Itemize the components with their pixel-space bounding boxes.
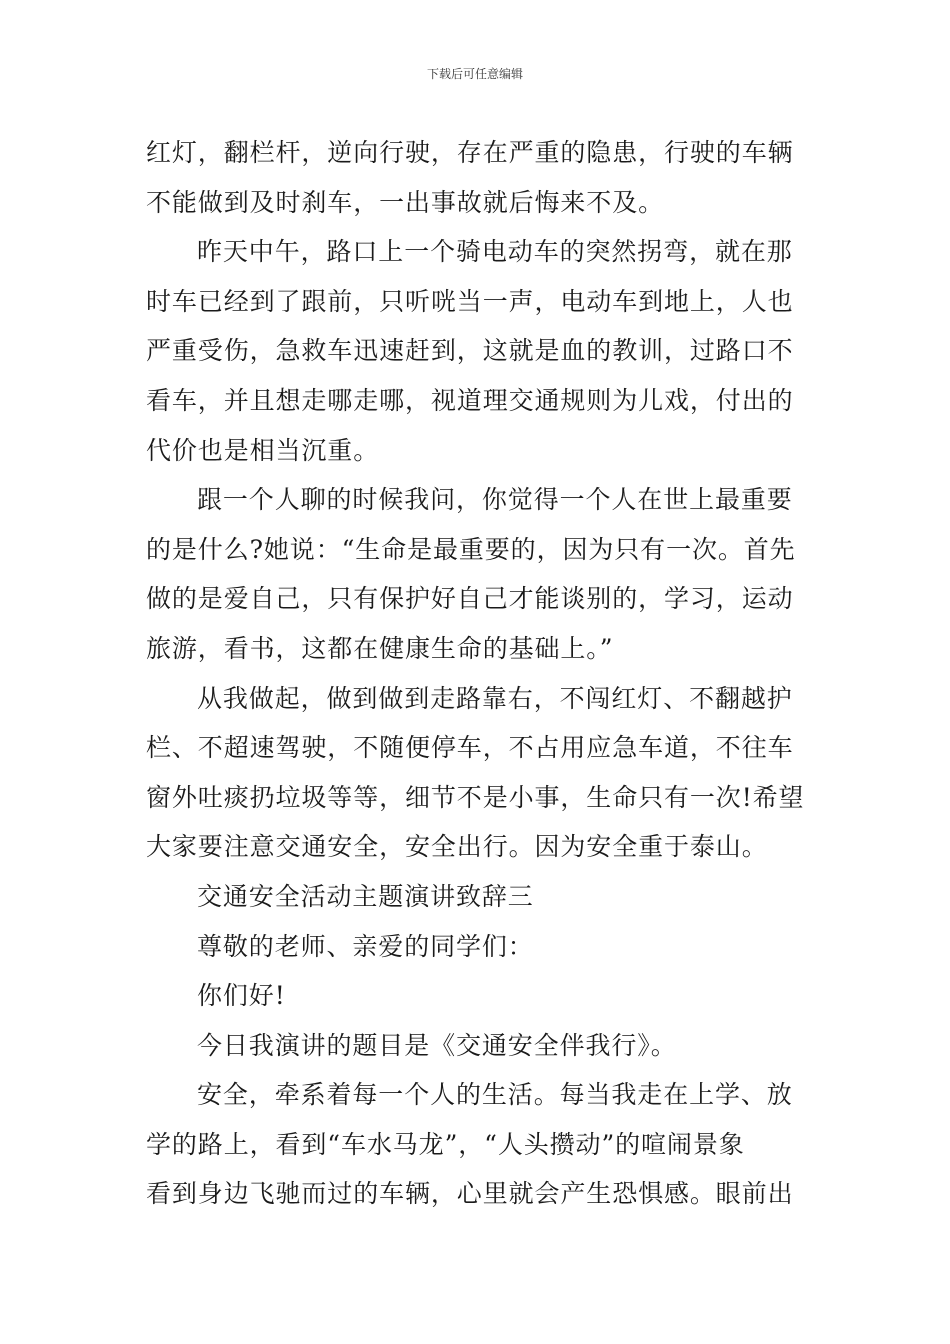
page-header: 下载后可任意编辑 (426, 67, 523, 81)
text-line: 的是什么?她说：“生命是最重要的，因为只有一次。首先 (146, 534, 796, 564)
paragraph-start-line: 今日我演讲的题目是《交通安全伴我行》。 (197, 1030, 677, 1060)
text-line: 做的是爱自己，只有保护好自己才能谈别的，学习，运动 (146, 584, 794, 614)
text-line: 严重受伤，急救车迅速赶到，这就是血的教训，过路口不 (146, 336, 794, 366)
text-line: 看车，并且想走哪走哪，视道理交通规则为儿戏，付出的 (146, 385, 794, 415)
greeting: 你们好! (197, 981, 286, 1011)
text-line: 学的路上，看到“车水马龙”，“人头攒动”的喧闹景象 (146, 1129, 745, 1159)
paragraph-start-line: 安全，牵系着每一个人的生活。每当我走在上学、放 (197, 1080, 793, 1110)
text-line: 栏、不超速驾驶，不随便停车，不占用应急车道，不往车 (146, 733, 794, 763)
text-line: 旅游，看书，这都在健康生命的基础上。” (146, 633, 614, 663)
text-line: 大家要注意交通安全，安全出行。因为安全重于泰山。 (146, 832, 768, 862)
paragraph-start-line: 从我做起，做到做到走路靠右，不闯红灯、不翻越护 (197, 683, 793, 713)
text-line: 红灯，翻栏杆，逆向行驶，存在严重的隐患，行驶的车辆 (146, 138, 794, 167)
text-line: 窗外吐痰扔垃圾等等，细节不是小事，生命只有一次!希望 (146, 782, 805, 812)
document-body (146, 128, 808, 1219)
text-line: 时车已经到了跟前，只听咣当一声，电动车到地上，人也 (146, 286, 794, 316)
paragraph-start-line: 昨天中午，路口上一个骑电动车的突然拐弯，就在那 (197, 237, 793, 267)
section-heading: 交通安全活动主题演讲致辞三 (197, 881, 534, 911)
text-line: 代价也是相当沉重。 (146, 435, 380, 465)
text-line: 不能做到及时刹车，一出事故就后悔来不及。 (146, 187, 665, 217)
text-line: 看到身边飞驰而过的车辆，心里就会产生恐惧感。眼前出 (146, 1179, 794, 1209)
paragraph-start-line: 跟一个人聊的时候我问，你觉得一个人在世上最重要 (197, 485, 793, 515)
salutation: 尊敬的老师、亲爱的同学们： (197, 931, 534, 961)
